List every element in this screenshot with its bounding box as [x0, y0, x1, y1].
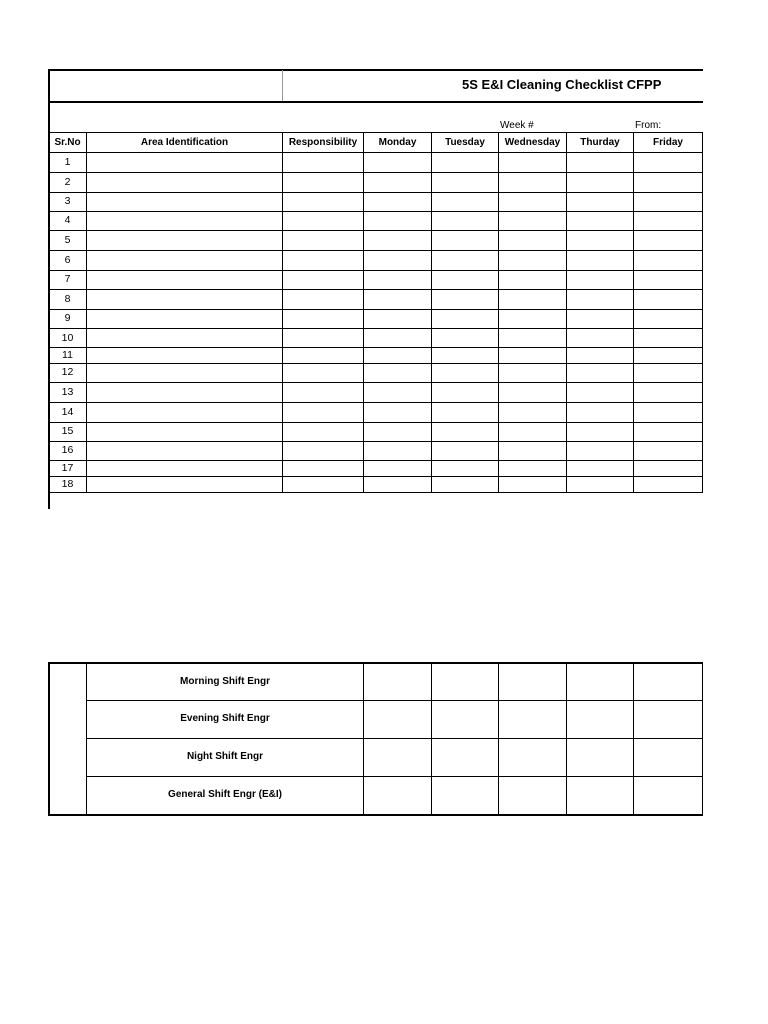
row-line [48, 192, 703, 193]
row-number: 6 [64, 254, 71, 266]
week-label: Week # [500, 120, 534, 131]
col-divider [498, 132, 499, 493]
signoff-row-line [86, 738, 703, 739]
signoff-top-border [48, 662, 703, 664]
page-title: 5S E&I Cleaning Checklist CFPP [462, 77, 662, 92]
row-number: 11 [62, 349, 73, 361]
col-header-thurday: Thurday [580, 137, 620, 148]
col-divider [633, 132, 634, 493]
row-number: 7 [64, 273, 71, 285]
signoff-row-line [86, 700, 703, 701]
col-divider [566, 132, 567, 493]
col-header-area: Area Identification [140, 137, 229, 148]
row-number: 16 [61, 444, 74, 456]
signoff-row-line [86, 776, 703, 777]
title-underline [48, 101, 703, 103]
row-number: 10 [61, 332, 74, 344]
signoff-label-morning: Morning Shift Engr [180, 676, 270, 687]
row-line [48, 270, 703, 271]
col-header-monday: Monday [378, 137, 417, 148]
row-line [48, 460, 703, 461]
row-line [48, 211, 703, 212]
row-number: 1 [64, 156, 71, 168]
signoff-bottom-border [48, 814, 703, 816]
col-divider [282, 132, 283, 493]
row-line [48, 250, 703, 251]
col-divider [702, 132, 703, 493]
signoff-label-general: General Shift Engr (E&I) [168, 789, 282, 800]
row-line [48, 328, 703, 329]
row-line [48, 476, 703, 477]
row-line [48, 172, 703, 173]
col-header-wednesday: Wednesday [504, 137, 561, 148]
row-line [48, 402, 703, 403]
row-number: 13 [61, 386, 74, 398]
top-border [48, 69, 703, 71]
col-header-tuesday: Tuesday [445, 137, 485, 148]
table-top-border [48, 132, 703, 133]
row-line [48, 152, 703, 153]
row-number: 9 [64, 312, 71, 324]
row-number: 3 [64, 195, 71, 207]
signoff-left-border [48, 662, 50, 815]
row-line [48, 382, 703, 383]
row-line [48, 422, 703, 423]
row-number: 5 [64, 234, 71, 246]
table-bottom-border [48, 492, 703, 493]
row-number: 4 [64, 214, 71, 226]
col-header-srno: Sr.No [54, 137, 81, 148]
col-divider [431, 132, 432, 493]
header-divider [282, 70, 283, 102]
row-number: 18 [61, 478, 74, 490]
row-line [48, 441, 703, 442]
from-label: From: [635, 120, 662, 131]
signoff-label-night: Night Shift Engr [186, 751, 264, 762]
row-number: 15 [61, 425, 74, 437]
col-divider [86, 132, 87, 493]
row-line [48, 289, 703, 290]
row-line [48, 347, 703, 348]
col-header-friday: Friday [652, 137, 683, 148]
row-line [48, 363, 703, 364]
row-number: 8 [64, 293, 71, 305]
row-number: 17 [61, 462, 74, 474]
row-number: 14 [61, 406, 74, 418]
row-line [48, 230, 703, 231]
col-header-responsibility: Responsibility [288, 137, 358, 148]
col-divider [363, 132, 364, 493]
row-number: 12 [61, 366, 74, 378]
row-line [48, 309, 703, 310]
signoff-label-evening: Evening Shift Engr [180, 713, 270, 724]
row-number: 2 [64, 176, 71, 188]
